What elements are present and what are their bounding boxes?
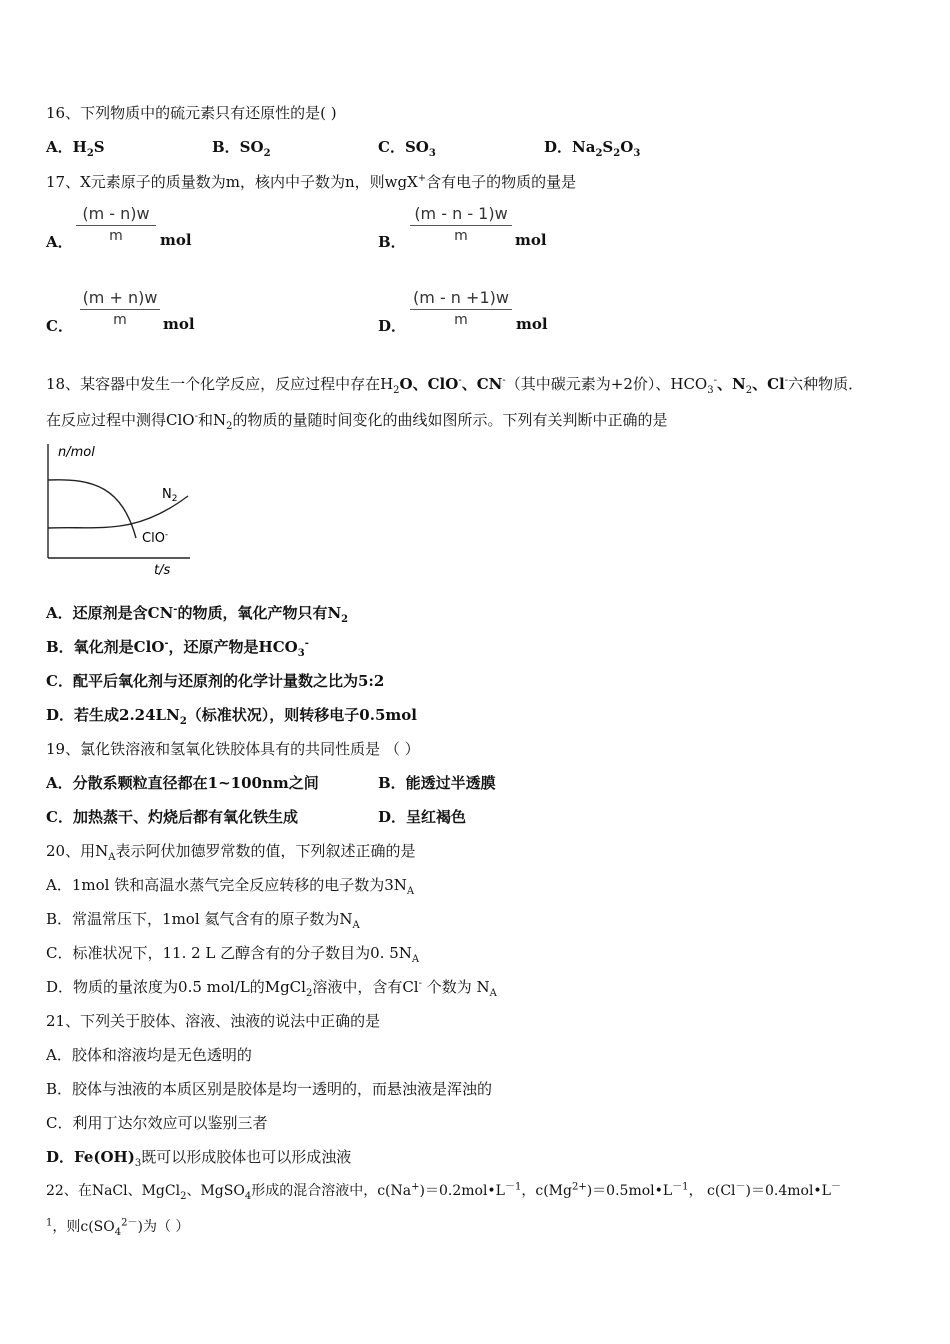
q17-b-label: B．	[378, 233, 406, 251]
t: 形成的混合溶液中，c(Na	[251, 1183, 412, 1199]
s: A	[411, 954, 420, 965]
q17-c-den: m	[113, 312, 127, 328]
t: C．标准状况下，11. 2 L 乙醇含有的分子数目为0. 5N	[46, 944, 412, 962]
q17-d-unit: mol	[516, 315, 548, 333]
q17-a-label: A．	[46, 233, 73, 251]
q16-d-sub3: 3	[633, 148, 641, 159]
t: 和N	[197, 411, 227, 429]
q17-b-fraction	[410, 204, 512, 244]
n2-label: $N_2$	[162, 487, 178, 504]
q17-a-den: m	[109, 228, 123, 244]
x-axis-label: t/s	[154, 563, 171, 578]
q16-option-c[interactable]	[378, 137, 436, 157]
s: -	[418, 978, 422, 989]
s: A	[108, 852, 116, 863]
s: －	[830, 1181, 841, 1193]
s: -	[458, 375, 462, 386]
q21-option-a[interactable]: A．胶体和溶液均是无色透明的	[46, 1046, 252, 1064]
s: +	[411, 1181, 420, 1193]
q22-stem-line2	[46, 1217, 189, 1237]
s: -	[784, 375, 789, 386]
t: 20、用N	[46, 842, 109, 860]
s: －	[735, 1181, 746, 1193]
q16-d-text: D．Na	[544, 138, 596, 156]
t: D．Fe(OH)	[46, 1148, 135, 1166]
q19-option-d[interactable]: D．呈红褐色	[378, 808, 467, 826]
t: （其中碳元素为+2价）、HCO	[505, 375, 708, 393]
s: -	[173, 604, 178, 615]
s: A	[352, 920, 360, 931]
q22-stem-line1	[46, 1181, 841, 1201]
q16-a-sub: 2	[86, 148, 94, 159]
s: 2	[745, 385, 753, 396]
s: 4	[114, 1226, 122, 1238]
q16-d-sub1: 2	[595, 148, 603, 159]
q19-option-c[interactable]: C．加热蒸干、灼烧后都有氧化铁生成	[46, 808, 298, 826]
q16-option-a[interactable]	[46, 137, 105, 157]
t: ，c(Mg	[521, 1183, 572, 1199]
s: 3	[134, 1158, 142, 1169]
q20-option-d[interactable]	[46, 977, 497, 997]
s: -	[502, 375, 506, 386]
s: 2－	[121, 1217, 138, 1229]
t: 、CN	[461, 375, 503, 393]
q16-b-text: B．SO	[212, 138, 264, 156]
s: 2	[305, 988, 313, 999]
q16-d-sub2: 2	[613, 148, 621, 159]
q17-a-fraction	[76, 204, 156, 244]
s: －1	[504, 1181, 522, 1193]
t: ，还原产物是HCO	[168, 638, 298, 656]
q16-d-t2: O	[620, 138, 634, 156]
t: 、MgSO	[186, 1183, 245, 1199]
q21-stem: 21、下列关于胶体、溶液、浊液的说法中正确的是	[46, 1012, 381, 1030]
q16-d-t1: S	[602, 138, 614, 156]
s: 1	[46, 1217, 53, 1229]
s: 2	[341, 614, 349, 625]
s: 3	[707, 385, 714, 396]
t: A．1mol 铁和高温水蒸气完全反应转移的电子数为3N	[46, 876, 407, 894]
s: -	[194, 411, 198, 422]
q21-option-c[interactable]: C．利用丁达尔效应可以鉴别三者	[46, 1114, 268, 1132]
t: 、N	[717, 375, 746, 393]
q17-b-unit: mol	[515, 231, 547, 249]
q20-option-b[interactable]	[46, 909, 360, 929]
q17-d-num: (m - n +1)w	[410, 288, 512, 310]
s: 4	[244, 1190, 252, 1202]
t: )＝0.2mol•L	[419, 1183, 505, 1199]
q17-c-num: (m + n)w	[80, 288, 160, 310]
q18-option-b[interactable]	[46, 637, 309, 657]
t: 既可以形成胶体也可以形成浊液	[141, 1148, 352, 1166]
q16-stem: 16、下列物质中的硫元素只有还原性的是( )	[46, 104, 337, 122]
s: -	[164, 638, 169, 649]
s: 3	[297, 648, 305, 659]
t: 六种物质．	[788, 375, 864, 393]
clo-curve	[48, 480, 136, 538]
q18-stem-line2	[46, 410, 668, 430]
q17-stem-pre: 17、X元素原子的质量数为m，核内中子数为n，则wgX	[46, 173, 418, 191]
t: ， c(Cl	[688, 1183, 736, 1199]
q17-d-den: m	[454, 312, 468, 328]
t: 18、某容器中发生一个化学反应，反应过程中存在H	[46, 375, 394, 393]
q18-graph	[40, 438, 200, 578]
t: ，则c(SO	[52, 1219, 115, 1235]
s: A	[489, 988, 497, 999]
t: O、ClO	[399, 375, 459, 393]
t: B．常温常压下，1mol 氦气含有的原子数为N	[46, 910, 353, 928]
q18-option-c[interactable]: C．配平后氧化剂与还原剂的化学计量数之比为5:2	[46, 672, 385, 690]
q17-a-unit: mol	[160, 231, 192, 249]
t: D．物质的量浓度为0.5 mol/L的MgCl	[46, 978, 306, 996]
q20-option-a[interactable]	[46, 875, 414, 895]
q17-b-num: (m - n - 1)w	[410, 204, 512, 226]
s: 2+	[571, 1181, 587, 1193]
q17-a-num: (m - n)w	[76, 204, 156, 226]
s: －1	[672, 1181, 689, 1193]
s: A	[406, 886, 415, 897]
s: -	[713, 375, 717, 386]
q18-option-d[interactable]	[46, 705, 417, 725]
q20-stem	[46, 841, 415, 861]
q20-option-c[interactable]	[46, 943, 419, 963]
t: （标准状况），则转移电子0.5mol	[186, 706, 417, 724]
q19-option-a[interactable]: A．分散系颗粒直径都在1~100nm之间	[46, 774, 319, 792]
q17-c-unit: mol	[163, 315, 195, 333]
q17-stem-post: 含有电子的物质的量是	[426, 173, 577, 191]
q16-option-d[interactable]	[544, 137, 640, 157]
t: 的物质，氧化产物只有N	[177, 604, 342, 622]
q18-option-a[interactable]	[46, 603, 348, 623]
q19-stem: 19、氯化铁溶液和氢氧化铁胶体具有的共同性质是 （ ）	[46, 740, 420, 758]
q16-a-text2: S	[93, 138, 105, 156]
q17-stem-sup: +	[417, 173, 427, 184]
q17-d-label: D．	[378, 317, 407, 335]
t: 22、在NaCl、MgCl	[46, 1183, 181, 1199]
q16-b-sub: 2	[263, 148, 271, 159]
t: )＝0.4mol•L	[745, 1183, 831, 1199]
t: 、Cl	[752, 375, 785, 393]
t: D．若生成2.24LN	[46, 706, 180, 724]
q16-option-b[interactable]	[212, 137, 271, 157]
q18-stem-line1	[46, 374, 863, 394]
t: B．氧化剂是ClO	[46, 638, 165, 656]
q17-b-den: m	[454, 228, 468, 244]
s: 2	[179, 716, 187, 727]
y-axis-label: n/mol	[58, 445, 95, 460]
q19-option-b[interactable]: B．能透过半透膜	[378, 774, 496, 792]
q16-c-text: C．SO	[378, 138, 429, 156]
s: -	[304, 638, 309, 649]
t: )为（ ）	[137, 1219, 190, 1235]
t: 的物质的量随时间变化的曲线如图所示。下列有关判断中正确的是	[232, 411, 668, 429]
s: 2	[226, 421, 233, 432]
t: 溶液中，含有Cl	[312, 978, 419, 996]
q17-d-fraction	[410, 288, 512, 328]
t: )＝0.5mol•L	[586, 1183, 673, 1199]
q21-option-d[interactable]	[46, 1147, 351, 1167]
q17-stem	[46, 172, 576, 192]
q16-a-text: A．H	[46, 138, 87, 156]
t: 表示阿伏加德罗常数的值，下列叙述正确的是	[115, 842, 416, 860]
q16-c-sub: 3	[428, 148, 436, 159]
t: 个数为 N	[422, 978, 490, 996]
t: A．还原剂是含CN	[46, 604, 174, 622]
q21-option-b[interactable]: B．胶体与浊液的本质区别是胶体是均一透明的，而悬浊液是浑浊的	[46, 1080, 493, 1098]
s: 2	[180, 1190, 187, 1202]
s: 2	[393, 385, 400, 396]
q17-c-label: C．	[46, 317, 73, 335]
clo-label: ClO-	[142, 530, 169, 546]
q17-c-fraction	[80, 288, 160, 328]
t: 在反应过程中测得ClO	[46, 411, 195, 429]
